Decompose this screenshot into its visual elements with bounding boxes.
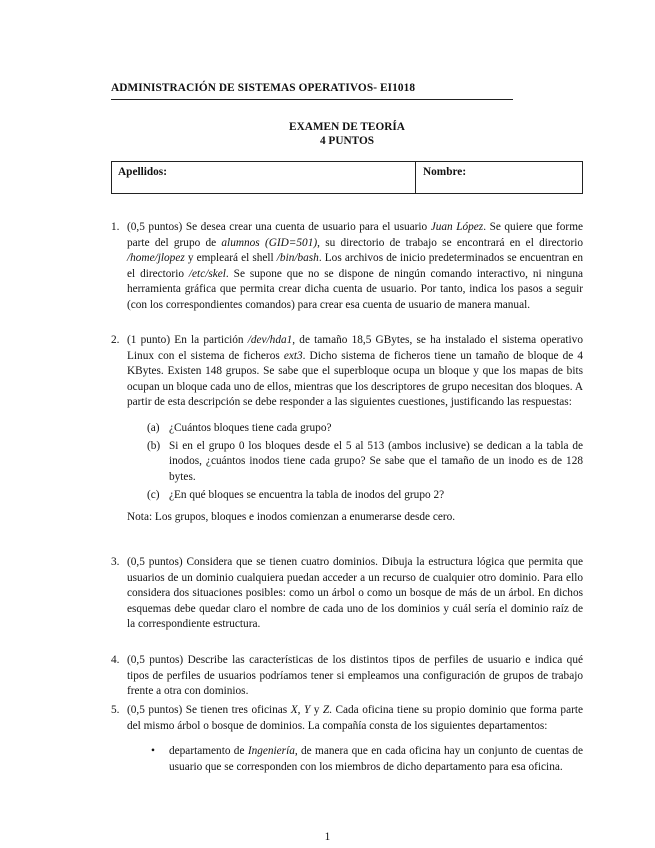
question-number: 2. [111,334,120,346]
question-5 [111,703,583,775]
page-number: 1 [324,831,331,843]
exam-title-block [111,120,583,148]
question-text: (0,5 puntos) Se desea crear una cuenta de usuario para el usuario Juan López. Se quiere que forme parte del grupo de alumnos (GID=501), su directorio de trabajo se encontrará en el directorio /home/jlopez y empleará el shell /bin/bash. Los archivos de inicio predeterminados se encuentran en el directorio /etc/skel. Se supone que no se dispone de ningún comando interactivo, ni ninguna herramienta gráfica que permita crear dicha cuenta de usuario. Por tanto, indica los pasos a seguir (con los correspondientes comandos) para crear esa cuenta de usuario de manera manual. [127,221,583,311]
subquestion-b: (b) Si en el grupo 0 los bloques desde el 5 al 513 (ambos inclusive) se dedican a la tabla de inodos, ¿cuántos inodos tiene cada grupo? Se sabe que el tamaño de un inodo es de 128 bytes. [147,439,583,483]
subquestion-c: (c) ¿En qué bloques se encuentra la tabla de inodos del grupo 2? [147,489,445,502]
question-number: 4. [111,654,120,666]
question-text: (1 punto) En la partición /dev/hda1, de tamaño 18,5 GBytes, se ha instalado el sistema operativo Linux con el sistema de ficheros ext3. Dicho sistema de ficheros tiene un tamaño de bloque de 4 KBytes. Existen 148 grupos. Se sabe que el superbloque ocupa un bloque y que los mapas de bits ocupan un bloque cada uno de ellos, mientras que los descriptores de grupo necesitan dos bloques. A partir de esta descripción se debe responder a las siguientes cuestiones, justificando las respuestas: [127,334,584,409]
question-1 [111,220,583,314]
question-number: 1. [111,221,120,233]
student-name-box [111,161,583,194]
bullet-icon: • [151,745,155,758]
surname-field[interactable] [112,162,416,193]
exam-title: EXAMEN DE TEORÍA [289,121,405,133]
question-text: (0,5 puntos) Describe las características de los distintos tipos de perfiles de usuario e indica qué tipos de perfiles de usuarios podríamos tener si empleamos una configuración de grupos de trabajo frente a otra con dominios. [127,654,583,698]
department-bullet: • departamento de Ingeniería, de manera que en cada oficina hay un conjunto de cuentas de usuario que se corresponden con los miembros de dicho departamento para esa oficina. [151,745,583,773]
question-text: (0,5 puntos) Se tienen tres oficinas X, Y y Z. Cada oficina tiene su propio dominio que forma parte del mismo árbol o bosque de dominios. La compañía consta de los siguientes departamentos: [127,704,584,732]
question-3 [111,555,583,633]
subquestion-a: (a) ¿Cuántos bloques tiene cada grupo? [147,421,332,434]
question-number: 5. [111,704,120,716]
question-4 [111,653,583,700]
name-field[interactable] [416,162,582,193]
course-header: ADMINISTRACIÓN DE SISTEMAS OPERATIVOS- EI1018 [111,81,513,100]
question-note: Nota: Los grupos, bloques e inodos comienzan a enumerarse desde cero. [127,510,456,523]
exam-points: 4 PUNTOS [319,135,375,147]
name-label: Nombre: [423,166,467,178]
question-2 [111,333,583,526]
question-text: (0,5 puntos) Considera que se tienen cuatro dominios. Dibuja la estructura lógica que permita que usuarios de un dominio cualquiera puedan acceder a un recurso de cualquier otro dominio. Para ello considera dos situaciones posibles: como un árbol o como un bosque de más de un árbol. En dichos esquemas debe quedar claro el nombre de cada uno de los dominios y cuál sería el dominio raíz de la correspondiente estructura. [127,556,583,631]
surname-label: Apellidos: [118,166,167,178]
question-number: 3. [111,556,120,568]
